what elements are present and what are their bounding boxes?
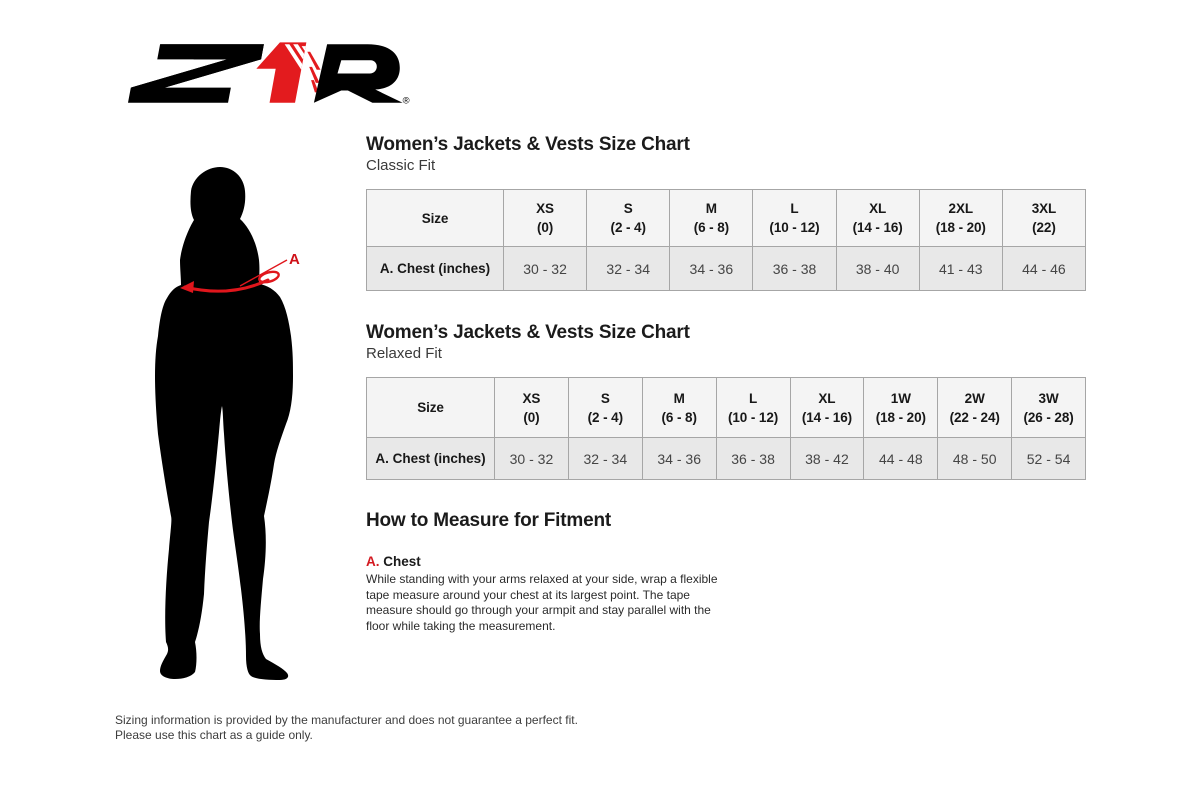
classic-fit-section xyxy=(366,134,1090,291)
relaxed-fit-section xyxy=(366,322,1090,480)
size-column-header: 3W (26 - 28) xyxy=(1012,378,1086,438)
measure-item-chest xyxy=(366,554,746,634)
chest-value-cell: 44 - 46 xyxy=(1002,247,1085,291)
chest-row-label: A. Chest (inches) xyxy=(367,247,504,291)
size-column-header: L (10 - 12) xyxy=(753,190,836,247)
size-column-header: 2W (22 - 24) xyxy=(938,378,1012,438)
measure-letter: A. xyxy=(366,554,380,569)
z1r-logo-art xyxy=(128,40,413,107)
classic-fit-subtitle: Classic Fit xyxy=(366,157,436,174)
chest-value-cell: 32 - 34 xyxy=(568,438,642,480)
relaxed-fit-subtitle: Relaxed Fit xyxy=(366,345,442,362)
chest-value-cell: 52 - 54 xyxy=(1012,438,1086,480)
size-header-row xyxy=(367,190,1086,247)
how-to-measure-section xyxy=(366,510,746,634)
size-column-header: 2XL (18 - 20) xyxy=(919,190,1002,247)
chest-value-cell: 32 - 34 xyxy=(587,247,670,291)
classic-fit-title: Women’s Jackets & Vests Size Chart xyxy=(366,134,690,155)
relaxed-fit-title: Women’s Jackets & Vests Size Chart xyxy=(366,322,690,343)
size-column-header: M (6 - 8) xyxy=(670,190,753,247)
chest-row-label: A. Chest (inches) xyxy=(367,438,495,480)
relaxed-fit-size-table xyxy=(366,377,1086,480)
size-column-header: S (2 - 4) xyxy=(587,190,670,247)
size-column-header: L (10 - 12) xyxy=(716,378,790,438)
size-corner-header: Size xyxy=(367,378,495,438)
chest-value-cell: 30 - 32 xyxy=(504,247,587,291)
size-column-header: XS (0) xyxy=(495,378,569,438)
classic-fit-size-table xyxy=(366,189,1086,291)
size-column-header: S (2 - 4) xyxy=(568,378,642,438)
disclaimer-line-1: Sizing information is provided by the manufacturer and does not guarantee a perfect fit. xyxy=(115,713,578,727)
chest-value-cell: 41 - 43 xyxy=(919,247,1002,291)
woman-silhouette-art xyxy=(145,164,317,686)
chest-value-cell: 44 - 48 xyxy=(864,438,938,480)
size-corner-header: Size xyxy=(367,190,504,247)
measure-item-title xyxy=(366,554,746,569)
size-column-header: 1W (18 - 20) xyxy=(864,378,938,438)
chest-value-cell: 34 - 36 xyxy=(642,438,716,480)
size-header-row xyxy=(367,378,1086,438)
z1r-logo xyxy=(128,40,413,107)
how-to-measure-heading: How to Measure for Fitment xyxy=(366,510,611,531)
registered-mark: ® xyxy=(402,94,410,106)
chest-value-cell: 30 - 32 xyxy=(495,438,569,480)
chest-tape-loop xyxy=(258,270,280,284)
chest-value-cell: 38 - 42 xyxy=(790,438,864,480)
chest-value-cell: 36 - 38 xyxy=(716,438,790,480)
chest-value-cell: 36 - 38 xyxy=(753,247,836,291)
chest-value-cell: 38 - 40 xyxy=(836,247,919,291)
size-column-header: 3XL (22) xyxy=(1002,190,1085,247)
disclaimer-line-2: Please use this chart as a guide only. xyxy=(115,728,313,742)
chest-measure-label: A xyxy=(289,251,300,268)
size-column-header: XL (14 - 16) xyxy=(836,190,919,247)
fitment-figure xyxy=(145,164,317,686)
measure-description: While standing with your arms relaxed at your side, wrap a flexible tape measure around your chest at its largest point. The tape measure should go through your armpit and stay parallel with the floor while taking the measurement. xyxy=(366,572,718,633)
size-column-header: XL (14 - 16) xyxy=(790,378,864,438)
chest-value-cell: 34 - 36 xyxy=(670,247,753,291)
disclaimer xyxy=(115,713,578,743)
chest-value-cell: 48 - 50 xyxy=(938,438,1012,480)
chest-values-row xyxy=(367,247,1086,291)
woman-silhouette xyxy=(155,167,293,680)
size-column-header: XS (0) xyxy=(504,190,587,247)
size-column-header: M (6 - 8) xyxy=(642,378,716,438)
measure-name: Chest xyxy=(383,554,421,569)
chest-values-row xyxy=(367,438,1086,480)
